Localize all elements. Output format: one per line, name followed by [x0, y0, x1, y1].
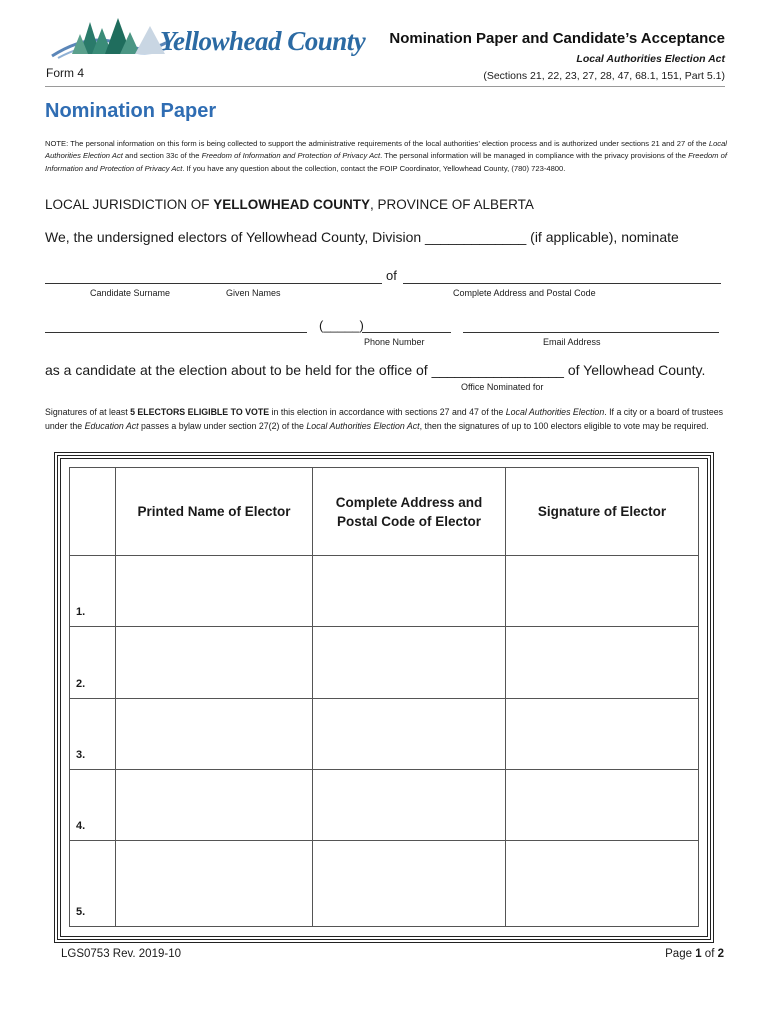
number-header-cell [70, 468, 116, 556]
address-cell[interactable] [313, 840, 506, 926]
candidate-address-field[interactable] [403, 283, 721, 284]
table-row [70, 627, 699, 698]
county-logo [50, 14, 366, 64]
signature-cell[interactable] [506, 627, 699, 698]
row-number: 1. [70, 556, 116, 627]
header-printed-name: Printed Name of Elector [116, 468, 313, 556]
surname-label: Candidate Surname [90, 288, 171, 298]
office-field[interactable]: _________________ [431, 362, 564, 378]
of-word: of [386, 268, 397, 283]
signature-cell[interactable] [506, 556, 699, 627]
address-cell[interactable] [313, 627, 506, 698]
table-row [70, 698, 699, 769]
elector-table [69, 467, 699, 927]
name-cell[interactable] [116, 556, 313, 627]
address-cell[interactable] [313, 769, 506, 840]
header-titles [389, 30, 725, 82]
signature-cell[interactable] [506, 698, 699, 769]
candidate-name-field[interactable] [45, 283, 382, 284]
act-name: Local Authorities Election Act [576, 53, 725, 65]
act-sections: (Sections 21, 22, 23, 27, 28, 47, 68.1, 151, Part 5.1) [483, 70, 725, 82]
logo-wordmark: Yellowhead County [160, 26, 366, 56]
office-label: Office Nominated for [461, 382, 544, 392]
page-number: Page 1 of 2 [665, 948, 724, 960]
row-number: 4. [70, 769, 116, 840]
privacy-note: NOTE: The personal information on this form is being collected to support the administrative requirements of the local authorities’ election process and is authorized under sections 21 and 27 of the Local Authorities Election Act and section 33c of the Freedom of Information and Protection of Privacy Act. The personal information will be managed in compliance with the privacy provisions of the Freedom of Information and Protection of Privacy Act. If you have any question about the collection, contact the FOIP Coordinator, Yellowhead County, (780) 723-4800. [45, 139, 727, 173]
signatures-requirement: Signatures of at least 5 ELECTORS ELIGIBLE TO VOTE in this election in accordance with sections 27 and 47 of the Local Authorities Election. If a city or a board of trustees under the Education Act passes a bylaw under section 27(2) of the Local Authorities Election Act, then the signatures of up to 100 electors eligible to vote may be required. [45, 407, 724, 431]
row-number: 2. [70, 627, 116, 698]
table-row [70, 840, 699, 926]
signature-cell[interactable] [506, 840, 699, 926]
phone-area-code: (_____) [319, 318, 364, 333]
mountain-tree-icon [50, 14, 170, 64]
name-cell[interactable] [116, 840, 313, 926]
name-cell[interactable] [116, 698, 313, 769]
contact-extra-field[interactable] [45, 332, 307, 333]
phone-label: Phone Number [364, 337, 425, 347]
given-names-label: Given Names [226, 288, 281, 298]
header-address: Complete Address and Postal Code of Elector [313, 468, 506, 556]
header-divider [45, 86, 725, 87]
form-code: LGS0753 Rev. 2019-10 [61, 948, 181, 960]
jurisdiction-line: LOCAL JURISDICTION OF YELLOWHEAD COUNTY, PROVINCE OF ALBERTA [45, 197, 534, 212]
address-cell[interactable] [313, 698, 506, 769]
email-field[interactable] [463, 332, 719, 333]
row-number: 3. [70, 698, 116, 769]
address-label: Complete Address and Postal Code [453, 288, 596, 298]
page-title: Nomination Paper [45, 100, 217, 122]
form-number: Form 4 [46, 66, 85, 80]
table-row [70, 769, 699, 840]
header-signature: Signature of Elector [506, 468, 699, 556]
office-statement: as a candidate at the election about to be held for the office of _________________ of Yellowhead County. [45, 362, 706, 378]
division-statement: We, the undersigned electors of Yellowhead County, Division _____________ (if applicable), nominate [45, 229, 679, 245]
signature-cell[interactable] [506, 769, 699, 840]
phone-field[interactable] [362, 332, 451, 333]
form-title: Nomination Paper and Candidate’s Acceptance [389, 30, 725, 47]
address-cell[interactable] [313, 556, 506, 627]
email-label: Email Address [543, 337, 601, 347]
elector-table-frame [57, 455, 711, 940]
table-row [70, 556, 699, 627]
row-number: 5. [70, 840, 116, 926]
name-cell[interactable] [116, 769, 313, 840]
table-header-row [70, 468, 699, 556]
name-cell[interactable] [116, 627, 313, 698]
